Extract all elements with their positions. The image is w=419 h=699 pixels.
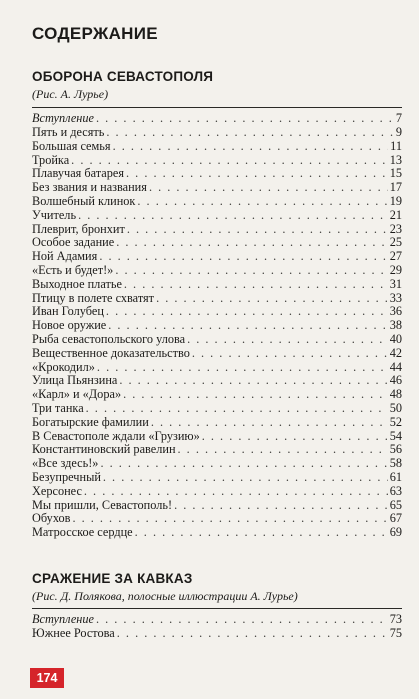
section-note-caucasus: (Рис. Д. Полякова, полосные иллюстрации А. Лурье) [32, 589, 298, 603]
toc-entry-title: Тройка [32, 152, 70, 167]
dot-leader [72, 512, 387, 526]
toc-entry-title: Херсонес [32, 483, 82, 498]
toc-entry[interactable] [32, 140, 402, 154]
dot-leader [71, 154, 388, 168]
dot-leader [113, 140, 389, 154]
toc-entry[interactable] [32, 111, 402, 126]
dot-leader [78, 209, 388, 223]
page-number-badge: 174 [30, 668, 64, 688]
toc-entry[interactable] [32, 292, 402, 306]
toc-entry-page: 7 [395, 111, 402, 125]
toc-entry-page: 69 [389, 525, 402, 540]
toc-entry-title: Плеврит, бронхит [32, 221, 125, 236]
toc-entry-page: 29 [389, 262, 402, 277]
toc-entry-page: 46 [389, 373, 402, 388]
dot-leader [187, 333, 388, 347]
toc-entry-page: 11 [390, 138, 402, 153]
toc-entry-title: «Есть и будет!» [32, 262, 114, 277]
toc-entry-title: Без звания и названия [32, 180, 147, 195]
dot-leader [115, 264, 387, 278]
section-title-caucasus: СРАЖЕНИЕ ЗА КАВКАЗ [32, 571, 193, 586]
toc-entry-page: 42 [389, 345, 402, 360]
toc-entry-page: 56 [389, 442, 402, 457]
dot-leader [106, 126, 393, 140]
toc-entry[interactable] [32, 430, 402, 444]
dot-leader [96, 612, 388, 627]
toc-entry[interactable] [32, 402, 402, 416]
dot-leader [156, 292, 388, 306]
dot-leader [174, 499, 388, 513]
toc-entry-title: Плавучая батарея [32, 166, 125, 181]
toc-entry[interactable] [32, 416, 402, 430]
toc-entry-page: 52 [389, 414, 402, 429]
toc-entry-page: 27 [389, 249, 402, 264]
dot-leader [135, 526, 388, 540]
dot-leader [119, 374, 387, 388]
toc-entry-page: 9 [395, 125, 402, 139]
toc-entry-page: 40 [389, 331, 402, 346]
toc-entry-page: 38 [389, 318, 402, 333]
toc-entry-title: Константиновский равелин [32, 442, 176, 457]
toc-entry[interactable] [32, 485, 402, 499]
toc-entry-title: Новое оружие [32, 318, 107, 333]
toc-entry[interactable] [32, 333, 402, 347]
toc-entry[interactable] [32, 512, 402, 526]
section-note-sevastopol: (Рис. А. Лурье) [32, 87, 109, 101]
toc-entry-title: Вещественное доказательство [32, 345, 190, 360]
toc-entry-page: 73 [389, 612, 402, 626]
dot-leader [127, 223, 388, 237]
toc-list-caucasus [32, 612, 402, 641]
toc-entry-title: Пять и десять [32, 125, 105, 139]
toc-entry-page: 67 [389, 511, 402, 526]
toc-entry-page: 25 [389, 235, 402, 250]
toc-entry-title: Птицу в полете схватят [32, 290, 155, 305]
toc-entry-page: 61 [389, 469, 402, 484]
toc-entry-page: 48 [389, 387, 402, 402]
toc-entry-title: Волшебный клинок [32, 193, 136, 208]
toc-entry-title: «Крокодил» [32, 359, 95, 374]
dot-leader [123, 388, 388, 402]
dot-leader [108, 319, 387, 333]
toc-entry-title: Богатырские фамилии [32, 414, 149, 429]
toc-entry[interactable] [32, 347, 402, 361]
dot-leader [99, 250, 387, 264]
toc-entry-title: Мы пришли, Севастополь! [32, 497, 173, 512]
dot-leader [86, 402, 388, 416]
toc-entry[interactable] [32, 195, 402, 209]
toc-entry-page: 50 [389, 400, 402, 415]
toc-entry[interactable] [32, 126, 402, 140]
toc-entry[interactable] [32, 264, 402, 278]
toc-entry[interactable] [32, 278, 402, 292]
toc-entry-page: 33 [389, 290, 402, 305]
toc-entry[interactable] [32, 443, 402, 457]
section-divider [32, 608, 402, 609]
toc-entry-page: 15 [389, 166, 402, 181]
toc-entry-page: 65 [389, 497, 402, 512]
toc-entry[interactable] [32, 361, 402, 375]
dot-leader [84, 485, 388, 499]
toc-entry[interactable] [32, 374, 402, 388]
section-divider [32, 107, 402, 108]
dot-leader [192, 347, 388, 361]
dot-leader [124, 278, 388, 292]
toc-list-sevastopol [32, 111, 402, 540]
toc-entry-title: «Карл» и «Дора» [32, 387, 122, 402]
dot-leader [100, 457, 387, 471]
toc-entry[interactable] [32, 250, 402, 264]
toc-entry[interactable] [32, 499, 402, 513]
toc-entry-title: Вступление [32, 612, 94, 626]
dot-leader [202, 430, 388, 444]
toc-entry-title: Южнее Ростова [32, 626, 115, 640]
toc-entry[interactable] [32, 612, 402, 627]
toc-entry-title: Особое задание [32, 235, 115, 250]
dot-leader [151, 416, 388, 430]
toc-entry[interactable] [32, 209, 402, 223]
toc-entry-page: 21 [389, 207, 402, 222]
toc-entry[interactable] [32, 526, 402, 540]
toc-entry[interactable] [32, 167, 402, 181]
toc-entry[interactable] [32, 181, 402, 195]
toc-entry[interactable] [32, 388, 402, 402]
toc-entry-page: 36 [389, 304, 402, 319]
dot-leader [178, 443, 388, 457]
toc-entry-title: Обухов [32, 511, 71, 526]
toc-entry-page: 54 [389, 428, 402, 443]
toc-entry[interactable] [32, 154, 402, 168]
toc-entry-page: 23 [389, 221, 402, 236]
toc-entry[interactable] [32, 627, 402, 641]
dot-leader [106, 305, 388, 319]
dot-leader [103, 471, 388, 485]
toc-entry-page: 44 [389, 359, 402, 374]
dot-leader [137, 195, 387, 209]
toc-entry-page: 58 [389, 456, 402, 471]
toc-entry-title: Улица Пьянзина [32, 373, 118, 388]
toc-entry[interactable] [32, 305, 402, 319]
toc-entry-page: 19 [389, 193, 402, 208]
toc-entry-title: Большая семья [32, 138, 111, 153]
toc-entry-page: 75 [389, 626, 402, 640]
dot-leader [149, 181, 388, 195]
dot-leader [97, 361, 388, 375]
dot-leader [96, 111, 394, 126]
toc-entry[interactable] [32, 457, 402, 471]
dot-leader [126, 167, 388, 181]
toc-entry-title: Рыба севастопольского улова [32, 331, 186, 346]
section-title-sevastopol: ОБОРОНА СЕВАСТОПОЛЯ [32, 69, 214, 84]
toc-entry-title: Ной Адамия [32, 249, 98, 264]
toc-entry-title: В Севастополе ждали «Грузию» [32, 428, 200, 443]
toc-entry-title: Матросское сердце [32, 525, 133, 540]
toc-entry-page: 13 [389, 152, 402, 167]
toc-entry[interactable] [32, 319, 402, 333]
toc-entry-title: Три танка [32, 400, 84, 415]
toc-entry-title: «Все здесь!» [32, 456, 99, 471]
toc-entry-page: 17 [389, 180, 402, 195]
toc-entry-title: Безупречный [32, 469, 101, 484]
toc-entry[interactable] [32, 471, 402, 485]
toc-entry[interactable] [32, 223, 402, 237]
toc-entry-page: 31 [389, 276, 402, 291]
dot-leader [116, 236, 387, 250]
page-title: СОДЕРЖАНИЕ [32, 24, 158, 43]
toc-entry[interactable] [32, 236, 402, 250]
toc-entry-page: 63 [389, 483, 402, 498]
dot-leader [117, 627, 388, 641]
toc-entry-title: Выходное платье [32, 276, 122, 291]
toc-entry-title: Иван Голубец [32, 304, 104, 319]
toc-entry-title: Вступление [32, 111, 94, 125]
toc-entry-title: Учитель [32, 207, 77, 222]
